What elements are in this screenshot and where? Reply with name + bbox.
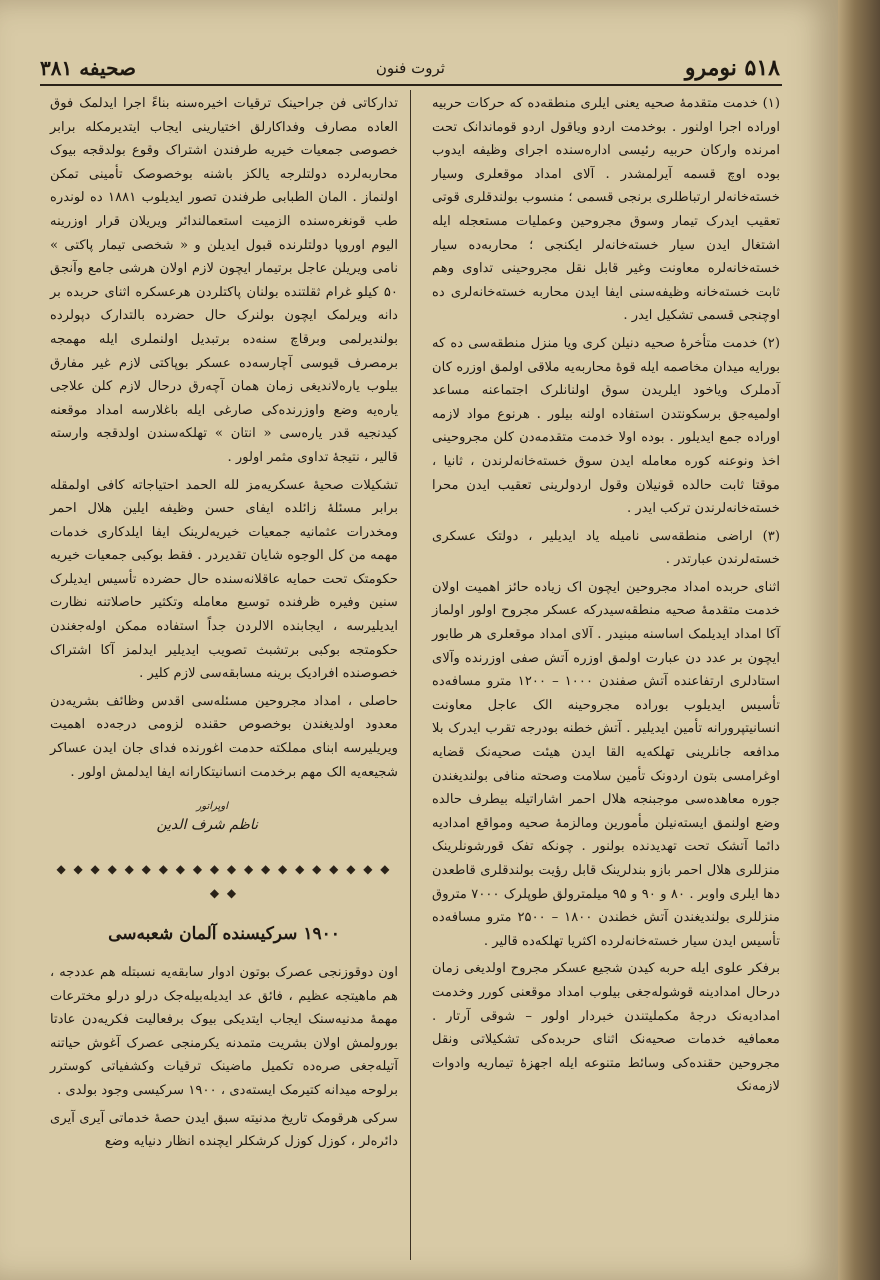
paragraph-soldier-morale: برفکر علوی ایله حربه کیدن شجیع عسکر مجروح اولدیغی زمان درحال امدادینه قوشوله‌جغی بیلوب امداد موقعنی کورر وخدمت امدادیه‌نک درجهٔ مکملیتندن خبردار اولور – شوقی آرتار . معمافیه خدمات صحیه‌نک اثنای حربده‌کی تشکیلاتی ونقل مجروحین حقنده‌کی وسائط متنوعه ایله اجهزهٔ تیماریه وادوات لازمه‌نک (432, 961, 780, 1095)
author-signature (50, 798, 258, 834)
paragraph-charities: تشکیلات صحیهٔ عسکریه‌مز لله الحمد احتیاجاته کافی اولمقله برابر مسئلهٔ زائلده ایفای حسن وظیفه ایلین هلال احمر ومخدرات عثمانیه جمعیات خیریه‌لرینک ایفا ایلدکاری خدمات مهمه من کل الوجوه شایان تقدیردر . فقط بوکبی جمعیات خیریه حکومتک تحت حمایه عاقلانه‌سنده حال حضرده تأسیس ایدیلرک سنین وفیره ظرفنده توسیع معامله وتکثیر حاصلاتنه نظارت ایدیلیرسه ، ایجابنده الالردن جداً استفاده ممکن اوله‌جغندن حکومتجه بوکبی برتشبث تصویب ایدیلیر ایدلمز آکا اشتراک خصوصنده افرادیک برینه مسابقه‌سی لازم کلیر . (50, 477, 398, 682)
author-title: اوپراتور (196, 801, 228, 813)
page-number: صحیفه ۳۸۱ (40, 56, 136, 80)
ornament-divider: ◆ ◆ ◆ ◆ ◆ ◆ ◆ ◆ ◆ ◆ ◆ ◆ ◆ ◆ ◆ ◆ ◆ ◆ ◆ ◆ ◆ ◆ (56, 862, 392, 900)
paragraph-front-line: (۱) خدمت متقدمهٔ صحیه یعنی ایلری منطقه‌ده که حرکات حربیه اوراده اجرا اولنور . بوخدمت اردو ویاقول اردو قوماندانک تحت امرنده وارکان حربیه رئیسی اداره‌سنده اجرای وظیفه ایدوب بوده اوچ قسمه آیرلمشدر . آلای امداد موقعلری وسیار خسته‌خانه‌لر ارتباطلری برنجی قسمی ؛ منسوب بولندقلری قوتی تعقیب ایدرک تیمار وسوق مجروحین وعملیات مستعجله ایله اشتغال ایدن سیار خسته‌خانه‌لر ایکنجی ؛ محاربه‌ده سیار خسته‌خانه‌لره معاونت وغیر قابل نقل مجروحینی تداوی وهم ثابت خسته‌خانه وظیفه‌سنی ایفا ایدن محاربه خسته‌خانه‌لری ده اوچنجی قسمی تشکیل ایدر . (432, 96, 780, 324)
header-rule (40, 84, 782, 86)
left-column (50, 92, 398, 1158)
paragraph-first-aid-packet: تدارکاتی فن جراحینک ترقیات اخیره‌سنه بناءً اجرا ایدلمک فوق العاده مصارف وفداکارلق اختیارینی ایجاب ایتدیرمکله برابر خصوصی جمعیات خیریه طرفندن اشتراک وقوع بولدقجه بیوک محاربه‌لرده دولتلرجه یالکز باشنه بوخصوصک تأمینی تمکن اولنماز . المان الطبابی طرفندن تصور ایدیلوب ۱۸۸۱ ده لوندره طب قونغره‌سنده الزمیت استعمالندائر ویریلان قرار اوزرینه الیوم اوروپا دولتلرنده قبول ایدیلن و « شخصی تیمار پاکتی » نامی ویریلن عاجل برتیمار ایچون لازم اولان هرشی جامع وآنجق ۵۰ کیلو غرام ثقلتنده بولنان پاکتلردن هرعسکره اثنای حربده بر دانه ویرلمک ایچون بولنرک حال حضرده بالتدارک دپولرده بولندیرلمی وبرقاچ سنه‌ده برتبدیل اولنملری ایله مهمجه برمصرف قیوسی آچارسه‌ده عسکر بوپاکتی لازم غیر مفارق بیلوب یاره‌لاندیغی زمان همان آچه‌رق درحال لازم کلن علاجی یاره‌یه وضع واوزرنده‌کی صارغی ایله باغلارسه امداد موقعنه کیدنجیه قدر یاره‌سی « انتان » تهلکه‌سندن اولدقجه وارسته قالیر ، نتیجهٔ تداوی مثمر اولور . (50, 96, 398, 465)
paragraph-aid-stations: اثنای حربده امداد مجروحین ایچون اک زیاده حائز اهمیت اولان خدمت متقدمهٔ صحیه منطقه‌سیدرکه عسکر مجروح اولور اولماز آکا امداد ایدیلمک اساسنه مبنیدر . آلای امداد موقعلری هر طابور ایچون بر عدد دن عبارت اولمق اوزره آتش صفی اوزرنده وآلای استادلری ارتفاعنده آتش صفندن ۱۰۰۰ – ۱۲۰۰ مترو مسافه‌ده تأسیس ایدیلوب بوراده مجروحینه الک عاجل معاونت انسانیتپرورانه تأمین ایدیلیر . آتش خطنه بودرجه تقرب ایدرک بلا مدافعه جانلرینی تهلکه‌یه القا ایدن هیئت صحیه‌نک قضایه اوغرامسی بتون اردونک تأمین سلامت وصحته منافی بولندیغندن جوره معاهده‌سی موجبنجه هلال احمر اشاراتیله بیطرف حالده وضع اولنمق ایسته‌نیلن مأمورین ومالزمهٔ صحیه ومواقع امدادیه دائما آتشک تحت تهدیدنده بولنور . چونکه تفک قورشونلرینک منزللری هلال احمر بازو بندلرینک قابل رؤیت بولندقلری قاطعدن دها ایلری واوبر . ۸۰ و ۹۰ و ۹۵ میلمترولق طوپلرک ۷۰۰۰ متروق منزللری بولندیغندن آتش خطندن ۱۸۰۰ – ۲۵۰۰ مترو مسافه‌ده تأسیس ایدن سیار خسته‌خانه‌لرده اکثریا تهلکه‌ده قالیر . (432, 579, 781, 949)
page-binding-edge (838, 0, 880, 1280)
journal-title: ثروت فنون (375, 59, 445, 77)
page-header (40, 48, 780, 88)
paragraph-conclusion: حاصلی ، امداد مجروحین مسئله‌سی اقدس وظائف بشریه‌دن معدود اولدیغندن بوخصوص حقنده لزومی درجه‌ده اهمیت ویریلیرسه ابنای مملکته حدمت اغورنده فدای جان ایدن عساکر شجیعه‌یه الک مهم برخدمت انسانیتکارانه ایفا ایدلمش اولور . (50, 693, 398, 780)
paragraph-rear-line: (۲) خدمت متأخرهٔ صحیه دنیلن کری ویا منزل منطقه‌سی ده که بورایه میدان مخاصمه ایله قوهٔ محاربه‌یه ملاقی اولمق اوزره کان آدملرک ویاخود ایلریدن سوق اولنانلرک اجتماعنه مساعد اولمیه‌جق برسکونتدن استفاده اولنه بیلور . هرنوع مواد لازمه اوراده جمع ایدیلور . بوده اولا خدمت متقدمه‌دن کلن مجروحینی اخذ ونوعنه کوره معامله ایدن سوق خسته‌خانه‌لرندن ، ثانیا ، موقتا ثابت حالده قونیلان وقول اردولرینی تعقیب ایدن محرا خسته‌خانه‌لرندن ترکب ایدر . (432, 335, 780, 517)
issue-number: ۵۱۸ نومرو (684, 55, 780, 81)
author-name: ناظم شرف الدین (156, 817, 258, 834)
article-paragraph: سرکی هرقومک تاریخ مدنیته سبق ایدن حصهٔ خدماتی آیری آیری دائره‌لر ، کوزل کوزل کرشکلر ایچنده انظار دنیایه وضع (50, 1110, 398, 1150)
right-column (432, 92, 780, 1103)
column-divider (410, 90, 411, 1260)
paragraph-territorial: (۳) اراضی منطقه‌سی نامیله یاد ایدیلیر ، دولتک عسکری خسته‌لرندن عبارتدر . (432, 528, 780, 568)
article-paragraph: اون دوقوزنجی عصرک بوتون ادوار سابقه‌یه نسبتله هم عددجه ، هم ماهیتجه عظیم ، فائق عد ایدیله‌بیله‌جک درلو درلو مخترعات مهمهٔ مدنیه‌سنک ایجاب ایتدیکی بیوک برفعالیت فکریه‌دن عادتا بورولمش اولان بشریت متمدنه یکرمنجی عصرک آغوش حیاتنه آتیله‌جغی صره‌ده تکمیل ماضینک ترقیات وکشفیاتی کوسترر برلوحه میدانه کتیرمک ایسته‌دی ، ۱۹۰۰ سرکیسی وجود بولدی . (50, 965, 398, 1098)
article-title: ۱۹۰۰ سرکیسنده آلمان شعبه‌سی (108, 924, 340, 945)
